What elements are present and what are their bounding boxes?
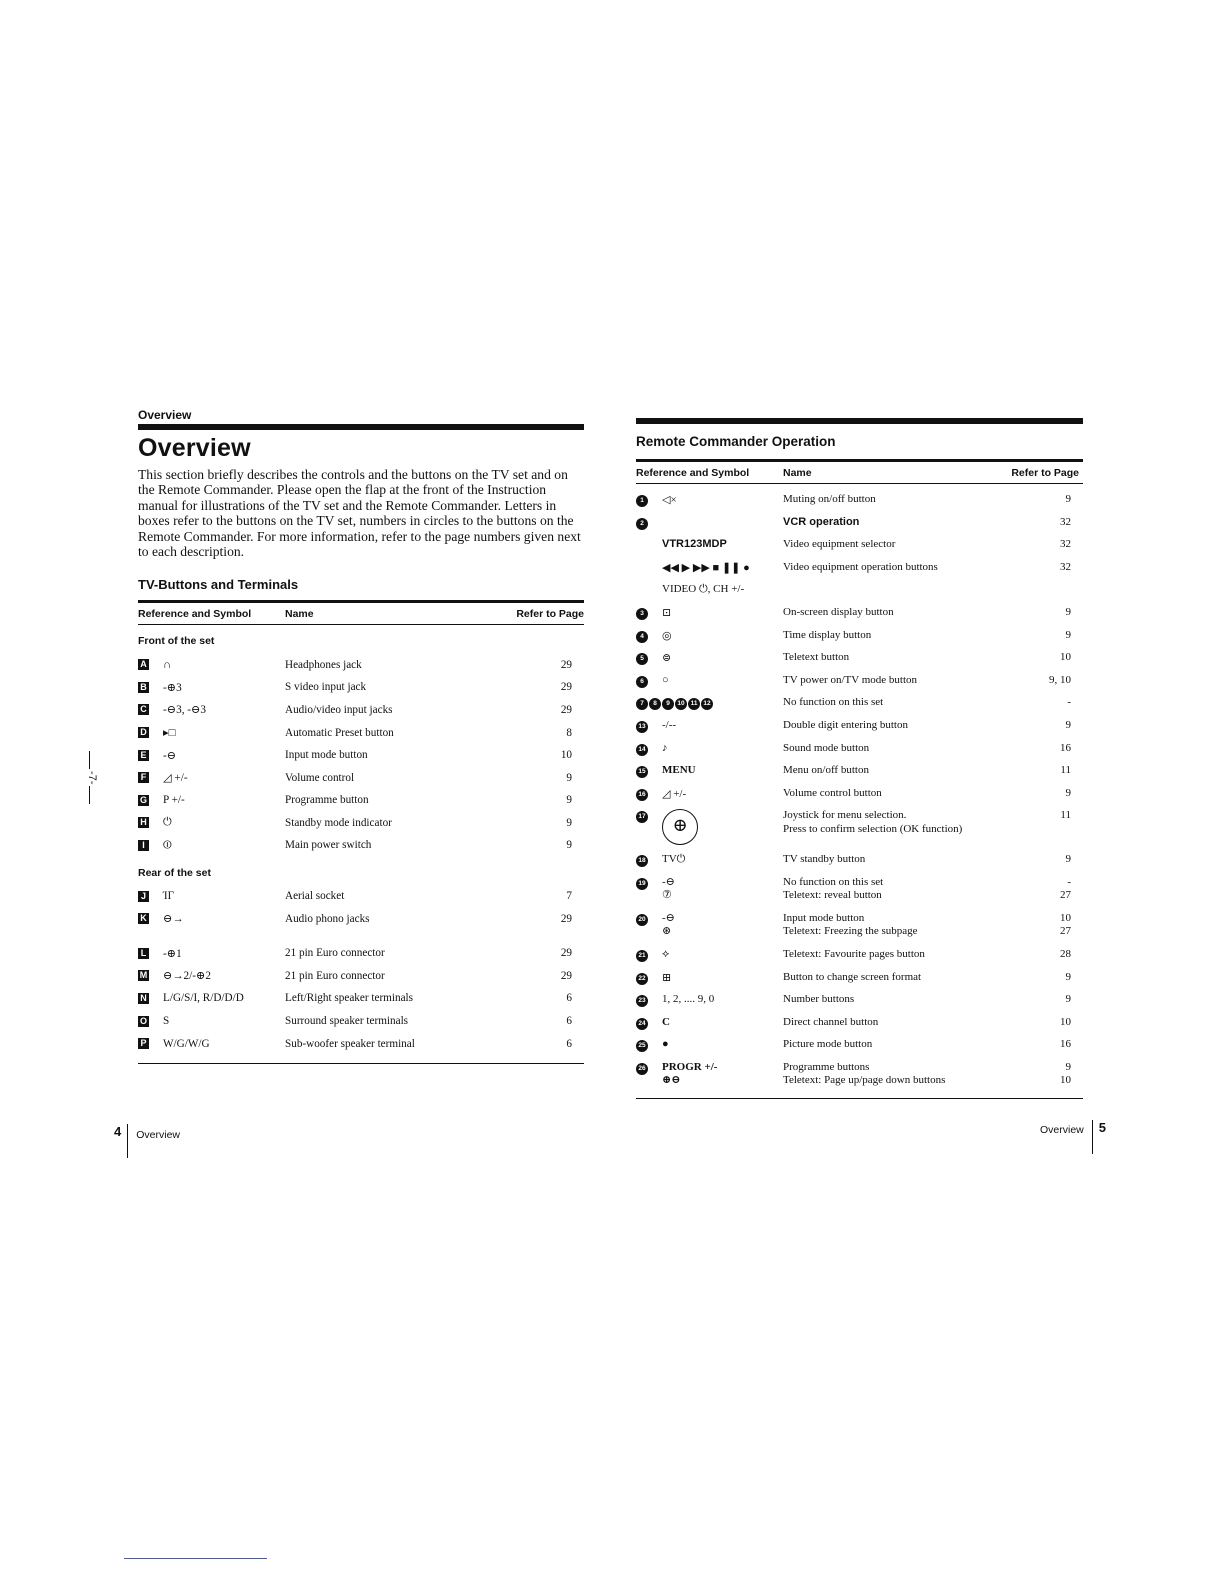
row-symbol: ● [662, 1038, 669, 1051]
row-page [991, 1061, 1083, 1088]
letter-box: B [138, 682, 149, 693]
number-circle: 13 [636, 721, 648, 733]
page-line-1: 10 [1060, 911, 1071, 924]
row-page: 29 [560, 947, 572, 960]
row-symbol: ○ [662, 673, 669, 686]
row-name: 21 pin Euro connector [285, 947, 385, 960]
right-table-header [636, 462, 1083, 484]
joystick-symbol [662, 809, 698, 845]
page-title: Overview [138, 434, 251, 462]
table-row [138, 676, 584, 699]
row-number [636, 764, 662, 778]
row-name: 21 pin Euro connector [285, 969, 385, 982]
row-page: 9 [1065, 628, 1071, 641]
table-row [138, 1032, 584, 1055]
row-name: Automatic Preset button [285, 726, 394, 739]
number-circle: 21 [636, 950, 648, 962]
number-circle: 2 [636, 518, 648, 530]
row-number [636, 809, 662, 823]
row-symbol: ⊜ [662, 652, 672, 665]
letter-box: H [138, 817, 149, 828]
remote-rows-3 [636, 943, 1083, 1056]
table-row [138, 789, 584, 812]
symbol-line-1: -⊖ [662, 911, 675, 924]
table-row [138, 744, 584, 767]
row-name: Teletext button [783, 651, 850, 664]
number-circle: 26 [636, 1063, 648, 1075]
row-gap [138, 930, 584, 942]
row-symbol [138, 749, 285, 762]
row-symbol [138, 912, 285, 925]
symbol-text: ◿ +/- [163, 772, 188, 785]
number-circle: 10 [675, 698, 687, 710]
row-page: 10 [560, 749, 572, 762]
row-number [636, 853, 662, 867]
page-line-1: - [1067, 875, 1071, 888]
row-symbol [138, 771, 285, 784]
row-name: Muting on/off button [783, 493, 876, 505]
table-row [138, 885, 584, 908]
table-row [636, 511, 1083, 534]
symbol-line-2: ⊛ [662, 925, 672, 938]
row-name: Sound mode button [783, 741, 870, 754]
progr-page-2: 10 [1060, 1074, 1071, 1087]
left-page-number: 4 [114, 1124, 122, 1139]
row-name: Audio phono jacks [285, 912, 370, 925]
row-name: Standby mode indicator [285, 816, 392, 829]
row-page: 29 [560, 969, 572, 982]
row-page: 10 [1060, 651, 1071, 664]
row-number [636, 651, 662, 665]
table-row [636, 624, 1083, 647]
symbol-line-1: -⊖ [662, 875, 675, 888]
letter-box: D [138, 727, 149, 738]
number-circle: 4 [636, 631, 648, 643]
row-symbol [138, 816, 285, 829]
row-name: Sub-woofer speaker terminal [285, 1037, 415, 1050]
letter-box: M [139, 970, 148, 981]
row-symbol [138, 1015, 285, 1027]
letter-box: A [138, 659, 149, 670]
table-row [636, 759, 1083, 782]
table-row [138, 812, 584, 835]
row-name: Video equipment selector [783, 538, 896, 551]
symbol-text: S [163, 1015, 170, 1028]
header-rule [138, 424, 584, 430]
right-header-rule [636, 418, 1083, 424]
row-page: 29 [560, 658, 572, 671]
table-row [138, 965, 584, 988]
row-symbol [138, 659, 285, 671]
table-row [138, 766, 584, 789]
margin-mark-text: -7- [86, 771, 98, 785]
number-circle: 3 [636, 608, 648, 620]
number-circle: 14 [636, 744, 648, 756]
row-page: 29 [560, 912, 572, 925]
front-subheading: Front of the set [138, 635, 215, 648]
symbol-text: L/G/S/I, R/D/D/D [163, 992, 244, 1005]
symbol-text: ⊖→ [163, 913, 184, 926]
symbol-text: -⊖ [163, 749, 177, 762]
remote-rows [636, 488, 1083, 804]
symbol-text: ⏻ [163, 816, 172, 829]
table-row [138, 1010, 584, 1033]
row-page: 9 [566, 794, 572, 807]
row-name [783, 876, 991, 903]
number-circle: 7 [636, 698, 648, 710]
rear-subheading: Rear of the set [138, 866, 211, 879]
right-table-bottom-rule [636, 1098, 1083, 1099]
row-page: 9 [1065, 970, 1071, 983]
table-row [636, 871, 1083, 907]
row-symbol [138, 890, 285, 902]
row-symbol: ⊡ [662, 606, 672, 619]
row-symbol [662, 912, 783, 939]
left-footer [114, 1124, 180, 1158]
rear-rows-b [138, 942, 584, 1055]
number-circle: 6 [636, 676, 648, 688]
number-circle: 19 [636, 878, 648, 890]
name-line-2: Teletext: Freezing the subpage [783, 925, 918, 938]
running-head: Overview [138, 408, 192, 422]
right-header-ref: Reference and Symbol [636, 467, 750, 479]
number-circle: 15 [636, 766, 648, 778]
row-number [636, 606, 662, 620]
row-name: Time display button [783, 628, 872, 641]
row-name: TV power on/TV mode button [783, 673, 918, 686]
table-bottom-rule [138, 1063, 584, 1064]
rear-rows-a [138, 885, 584, 930]
row-symbol: C [662, 1015, 670, 1028]
table-row [636, 669, 1083, 692]
table-row [636, 966, 1083, 989]
row-name: Headphones jack [285, 658, 362, 671]
joystick-icon [662, 809, 783, 848]
row-symbol: 1, 2, .... 9, 0 [662, 993, 715, 1006]
letter-box: K [138, 913, 149, 924]
left-footer-text: Overview [136, 1129, 180, 1141]
row-name: Teletext: Favourite pages button [783, 947, 925, 960]
row-number [636, 876, 662, 890]
number-circle: 22 [636, 973, 648, 985]
row-name: Video equipment operation buttons [783, 560, 938, 573]
right-footer [1040, 1120, 1106, 1154]
row-name: VCR operation [783, 515, 860, 528]
row-page [991, 876, 1083, 903]
row-symbol: ♪ [662, 741, 668, 754]
row-name [783, 809, 991, 836]
symbol-text: ⏼ [163, 838, 172, 851]
row-name: No function on this set [783, 696, 884, 709]
row-number [636, 719, 662, 733]
table-row [138, 653, 584, 676]
row-page: 29 [560, 681, 572, 694]
symbol-text: W/G/W/G [163, 1037, 210, 1050]
right-header-page: Refer to Page [1011, 467, 1079, 479]
right-footer-text: Overview [1040, 1124, 1084, 1136]
table-row [636, 1011, 1083, 1034]
letter-box: F [138, 772, 149, 783]
table-row [138, 907, 584, 930]
row-symbol: MENU [662, 764, 696, 777]
row-number [636, 948, 662, 962]
row-page: 16 [1060, 1038, 1071, 1051]
table-row [636, 488, 1083, 511]
name-line-2: Teletext: reveal button [783, 889, 882, 902]
row-page: 9 [1065, 993, 1071, 1006]
row-name: Menu on/off button [783, 764, 869, 777]
progr-symbol-1: PROGR +/- [662, 1060, 718, 1073]
symbol-text: ΊΓ [163, 890, 175, 903]
row-page: 6 [566, 992, 572, 1005]
row-name: Audio/video input jacks [285, 703, 393, 716]
row-name: Input mode button [285, 749, 368, 762]
row-page: 11 [1060, 764, 1071, 777]
number-circle: 23 [636, 995, 648, 1007]
row-number [636, 912, 662, 926]
row-symbol: VIDEO ⏻, CH +/- [662, 583, 745, 596]
row-page: 9 [1065, 718, 1071, 731]
row-symbol: ⟡ [662, 947, 670, 960]
letter-box: O [139, 1015, 147, 1026]
row-name: Surround speaker terminals [285, 1015, 409, 1028]
number-circle: 20 [636, 914, 648, 926]
row-page: 9 [1065, 493, 1071, 505]
name-line-1: No function on this set [783, 875, 884, 888]
number-circle: 24 [636, 1018, 648, 1030]
row-page: 32 [1060, 560, 1071, 573]
margin-mark [86, 751, 98, 821]
row-page: 9, 10 [1049, 673, 1071, 686]
letter-box: L [138, 948, 149, 959]
table-header [138, 603, 584, 625]
left-page [138, 408, 584, 1064]
joystick-row [636, 804, 1083, 848]
header-page: Refer to Page [516, 608, 584, 621]
row-name: Left/Right speaker terminals [285, 992, 413, 1005]
row-number [636, 971, 662, 985]
table-row [636, 848, 1083, 871]
row-name [783, 912, 991, 939]
page-updown-icon: ⊕⊖ [662, 1073, 681, 1086]
row-number [636, 629, 662, 643]
letter-box: I [138, 840, 149, 851]
row-name [783, 1061, 991, 1088]
table-row [636, 782, 1083, 805]
row-page: - [1067, 696, 1071, 709]
remote-rows-2 [636, 848, 1083, 871]
row-page: 10 [1060, 1015, 1071, 1028]
row-name: Double digit entering button [783, 718, 908, 731]
number-circle: 8 [649, 698, 661, 710]
row-number [636, 674, 662, 688]
symbol-text: -⊕3 [163, 681, 182, 694]
letter-box: C [138, 704, 149, 715]
symbol-text: -⊖3, -⊖3 [163, 704, 206, 717]
row-number [636, 1016, 662, 1030]
row-symbol [138, 726, 285, 739]
row-page: 32 [1060, 515, 1071, 528]
row-page: 9 [1065, 786, 1071, 799]
row-number [636, 1038, 662, 1052]
row-name: On-screen display button [783, 605, 894, 618]
progr-name-1: Programme buttons [783, 1060, 870, 1073]
row-name: Aerial socket [285, 890, 345, 903]
row-name: TV standby button [783, 853, 866, 866]
table-row [636, 556, 1083, 579]
row-symbol: ◎ [662, 629, 672, 642]
table-row [636, 943, 1083, 966]
number-circle: 5 [636, 653, 648, 665]
intro-paragraph: This section briefly describes the controls and the buttons on the TV set and on the Remote Commander. Please open the flap at the front of the Instruction manual for illustrations of the TV set and the Remote Commander. Letters in boxes refer to the buttons on the TV set, numbers in circles to the buttons on the Remote Commander. For more information, refer to the page numbers given next to each description. [138, 467, 581, 560]
row-number [636, 516, 662, 530]
table-row [636, 1033, 1083, 1056]
symbol-text: ⊖→2/-⊕2 [163, 970, 211, 983]
page-line-2: 27 [1060, 889, 1071, 902]
progr-page-1: 9 [1065, 1060, 1071, 1073]
row-page: 9 [1065, 605, 1071, 618]
table-row [636, 691, 1083, 714]
table-row [636, 646, 1083, 669]
symbol-line-2: ⑦ [662, 889, 672, 902]
row-page: 16 [1060, 741, 1071, 754]
bottom-link-line [124, 1558, 267, 1559]
right-page-number: 5 [1098, 1120, 1106, 1135]
header-name: Name [285, 608, 314, 621]
progr-name-2: Teletext: Page up/page down buttons [783, 1074, 946, 1087]
remote-double-rows [636, 871, 1083, 943]
row-page: 32 [1060, 538, 1071, 551]
left-footer-bar [127, 1124, 128, 1158]
table-row [138, 721, 584, 744]
number-circle: 1 [636, 495, 648, 507]
table-row [636, 988, 1083, 1011]
letter-box: P [138, 1038, 149, 1049]
row-page: 28 [1060, 947, 1071, 960]
row-page: 7 [566, 890, 572, 903]
number-circle: 18 [636, 855, 648, 867]
row-page: 29 [560, 703, 572, 716]
symbol-text: -⊕1 [163, 947, 182, 960]
table-row [138, 942, 584, 965]
table-row [636, 714, 1083, 737]
row-symbol [138, 1038, 285, 1050]
row-name: S video input jack [285, 681, 367, 694]
margin-mark-bar-top [89, 751, 90, 769]
row-number [636, 787, 662, 801]
row-symbol [138, 947, 285, 960]
right-footer-bar [1092, 1120, 1093, 1154]
symbol-text: ∩ [163, 658, 172, 671]
row-page: 6 [566, 1015, 572, 1028]
symbol-text: ▸□ [163, 727, 176, 740]
row-name: Programme button [285, 794, 369, 807]
row-symbol: TV⏻ [662, 853, 686, 866]
row-name: Button to change screen format [783, 970, 922, 983]
table-row [138, 834, 584, 857]
number-circle: 9 [662, 698, 674, 710]
number-circle: 12 [701, 698, 713, 710]
row-symbol: ⊞ [662, 971, 672, 984]
table-row [636, 737, 1083, 760]
row-name: Volume control button [783, 786, 882, 799]
section-title: TV-Buttons and Terminals [138, 577, 299, 593]
row-symbol [138, 839, 285, 852]
right-section-title: Remote Commander Operation [636, 434, 836, 449]
joystick-name-1: Joystick for menu selection. [783, 809, 907, 822]
symbol-text: P +/- [163, 794, 185, 807]
letter-box: N [138, 993, 149, 1004]
row-name: Number buttons [783, 993, 855, 1006]
letter-box: G [139, 794, 147, 805]
number-circle: 17 [636, 811, 648, 823]
row-symbol: VTR123MDP [662, 538, 727, 551]
number-circle: 11 [688, 698, 700, 710]
row-page: 11 [1060, 809, 1071, 822]
row-page: 6 [566, 1037, 572, 1050]
row-page: 9 [566, 816, 572, 829]
row-number [636, 1061, 662, 1075]
number-circle: 25 [636, 1040, 648, 1052]
row-symbol [138, 703, 285, 716]
row-symbol [138, 969, 285, 982]
right-header-name: Name [783, 467, 812, 479]
right-page [636, 418, 1083, 1099]
name-line-1: Input mode button [783, 911, 865, 924]
letter-box: E [138, 750, 149, 761]
row-name: Direct channel button [783, 1015, 879, 1028]
margin-mark-bar-bottom [89, 786, 90, 804]
table-row [138, 987, 584, 1010]
table-row [138, 699, 584, 722]
joystick-name-2: Press to confirm selection (OK function) [783, 822, 963, 835]
row-page: 9 [566, 839, 572, 852]
row-symbol: ◿ +/- [662, 787, 687, 800]
row-symbol [662, 876, 783, 903]
row-symbol: -/-- [662, 718, 677, 731]
table-row [636, 601, 1083, 624]
progr-row [636, 1056, 1083, 1090]
page-line-2: 27 [1060, 925, 1071, 938]
row-symbol [138, 681, 285, 694]
row-symbol: ◁× [662, 494, 677, 506]
table-row [636, 533, 1083, 556]
front-rows [138, 653, 584, 856]
row-page: 9 [566, 771, 572, 784]
row-page [991, 912, 1083, 939]
row-number [636, 493, 662, 507]
row-page: 9 [1065, 853, 1071, 866]
letter-box: J [138, 891, 149, 902]
row-page: 8 [566, 726, 572, 739]
row-name: Main power switch [285, 839, 372, 852]
header-ref: Reference and Symbol [138, 608, 252, 621]
row-symbol [662, 1061, 783, 1086]
row-number [636, 993, 662, 1007]
row-number [636, 696, 783, 710]
row-name: Volume control [285, 771, 355, 784]
number-circle: 16 [636, 789, 648, 801]
row-symbol [138, 794, 285, 806]
row-symbol [138, 992, 285, 1004]
row-number [636, 742, 662, 756]
table-row [636, 907, 1083, 943]
table-row [636, 578, 1083, 601]
row-name: Picture mode button [783, 1038, 873, 1051]
row-symbol: ◀◀ ▶ ▶▶ ■ ❚❚ ● [662, 561, 750, 574]
